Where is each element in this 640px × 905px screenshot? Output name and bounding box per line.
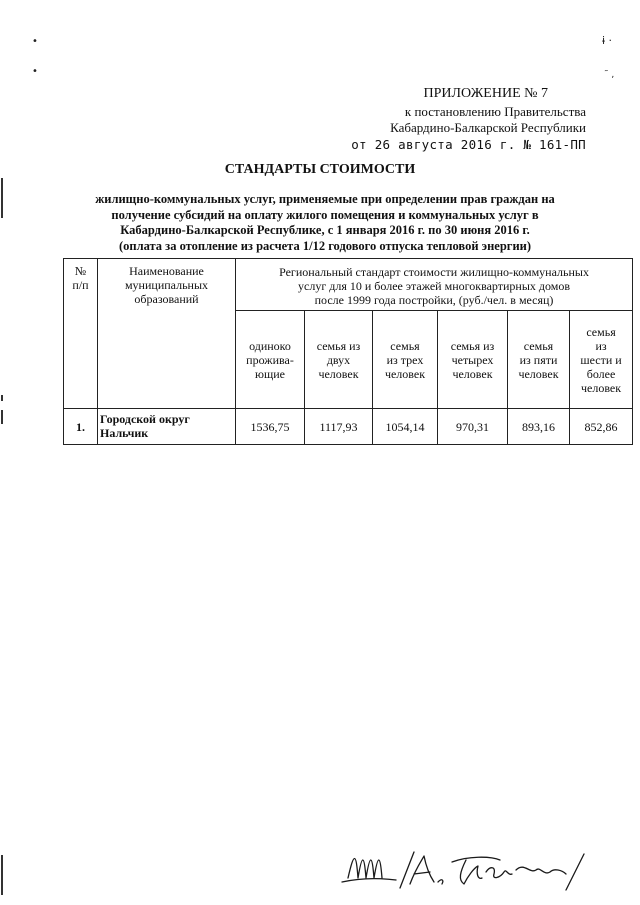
subtitle-line: получение субсидий на оплату жилого помещения и коммунальных услуг в bbox=[111, 207, 539, 222]
subheader-text: человек bbox=[580, 380, 622, 395]
value-four: 970,31 bbox=[438, 409, 508, 445]
appendix-date: от 26 августа 2016 г. № 161-ПП bbox=[351, 137, 586, 152]
subheader-text: четырех bbox=[451, 352, 494, 367]
header-text: № bbox=[74, 264, 87, 278]
header-text: услуг для 10 и более этажей многоквартирных домов bbox=[298, 279, 571, 293]
subheader-six-plus bbox=[570, 311, 633, 409]
appendix-title: ПРИЛОЖЕНИЕ № 7 bbox=[423, 86, 548, 101]
subtitle-line: Кабардино-Балкарской Республике, с 1 января 2016 г. по 30 июня 2016 г. bbox=[120, 223, 530, 237]
subheader-text: прожива- bbox=[246, 352, 294, 367]
scan-edge-mark bbox=[1, 410, 3, 424]
subheader-two bbox=[305, 311, 373, 409]
header-text: после 1999 года постройки, (руб./чел. в месяц) bbox=[314, 293, 554, 307]
subheader-text: более bbox=[586, 366, 616, 381]
municipality-text: Городской округ bbox=[100, 412, 190, 426]
handwritten-signature bbox=[340, 848, 610, 892]
value-three: 1054,14 bbox=[373, 409, 438, 445]
subheader-text: семья bbox=[523, 338, 554, 353]
subheader-text: шести и bbox=[580, 352, 622, 367]
row-number: 1. bbox=[64, 409, 98, 445]
municipality-text: Нальчик bbox=[100, 426, 149, 440]
value-single: 1536,75 bbox=[236, 409, 305, 445]
appendix-decree: к постановлению Правительства bbox=[404, 104, 586, 119]
subheader-three bbox=[373, 311, 438, 409]
value-six-plus: 852,86 bbox=[570, 409, 633, 445]
scan-edge-mark bbox=[1, 395, 3, 401]
subheader-five bbox=[508, 311, 570, 409]
subtitle-line: (оплата за отопление из расчета 1/12 годового отпуска тепловой энергии) bbox=[118, 238, 532, 253]
subheader-text: из пяти bbox=[519, 352, 558, 367]
header-no bbox=[64, 259, 98, 409]
scan-edge-mark bbox=[1, 178, 3, 218]
subheader-text: ющие bbox=[255, 366, 285, 381]
scan-edge-mark bbox=[1, 855, 3, 895]
subheader-text: одиноко bbox=[249, 338, 291, 353]
scan-mark: • bbox=[32, 66, 38, 77]
table-row bbox=[64, 409, 633, 445]
appendix-block bbox=[351, 86, 586, 153]
subheader-text: человек bbox=[384, 366, 426, 381]
header-text: образований bbox=[134, 292, 199, 306]
subheader-text: человек bbox=[452, 366, 493, 381]
scan-mark: • bbox=[32, 36, 38, 47]
subheader-text: человек bbox=[318, 366, 359, 381]
subheader-text: семья из bbox=[450, 338, 495, 353]
subheader-text: семья bbox=[586, 324, 616, 339]
row-municipality bbox=[98, 409, 236, 445]
header-text: п/п bbox=[72, 278, 89, 292]
value-five: 893,16 bbox=[508, 409, 570, 445]
header-municipality bbox=[98, 259, 236, 409]
scan-mark: ˜ , bbox=[604, 70, 615, 80]
header-text: Региональный стандарт стоимости жилищно-коммунальных bbox=[279, 265, 589, 279]
standards-table bbox=[63, 258, 633, 445]
header-regional-standard bbox=[236, 259, 633, 311]
scan-mark: ɨ · bbox=[602, 34, 613, 47]
subheader-text: двух bbox=[326, 352, 351, 367]
document-subtitle bbox=[70, 192, 580, 254]
subheader-single bbox=[236, 311, 305, 409]
appendix-government: Кабардино-Балкарской Республики bbox=[390, 120, 586, 135]
subheader-four bbox=[438, 311, 508, 409]
subheader-text: семья bbox=[390, 338, 420, 353]
subtitle-line: жилищно-коммунальных услуг, применяемые при определении прав граждан на bbox=[95, 192, 555, 206]
subheader-text: из bbox=[595, 338, 607, 353]
subheader-text: из трех bbox=[386, 352, 424, 367]
value-two: 1117,93 bbox=[305, 409, 373, 445]
header-text: Наименование bbox=[129, 264, 204, 278]
subheader-text: семья из bbox=[316, 338, 361, 353]
document-title: СТАНДАРТЫ СТОИМОСТИ bbox=[224, 162, 416, 177]
header-text: муниципальных bbox=[124, 278, 209, 292]
subheader-text: человек bbox=[518, 366, 559, 381]
